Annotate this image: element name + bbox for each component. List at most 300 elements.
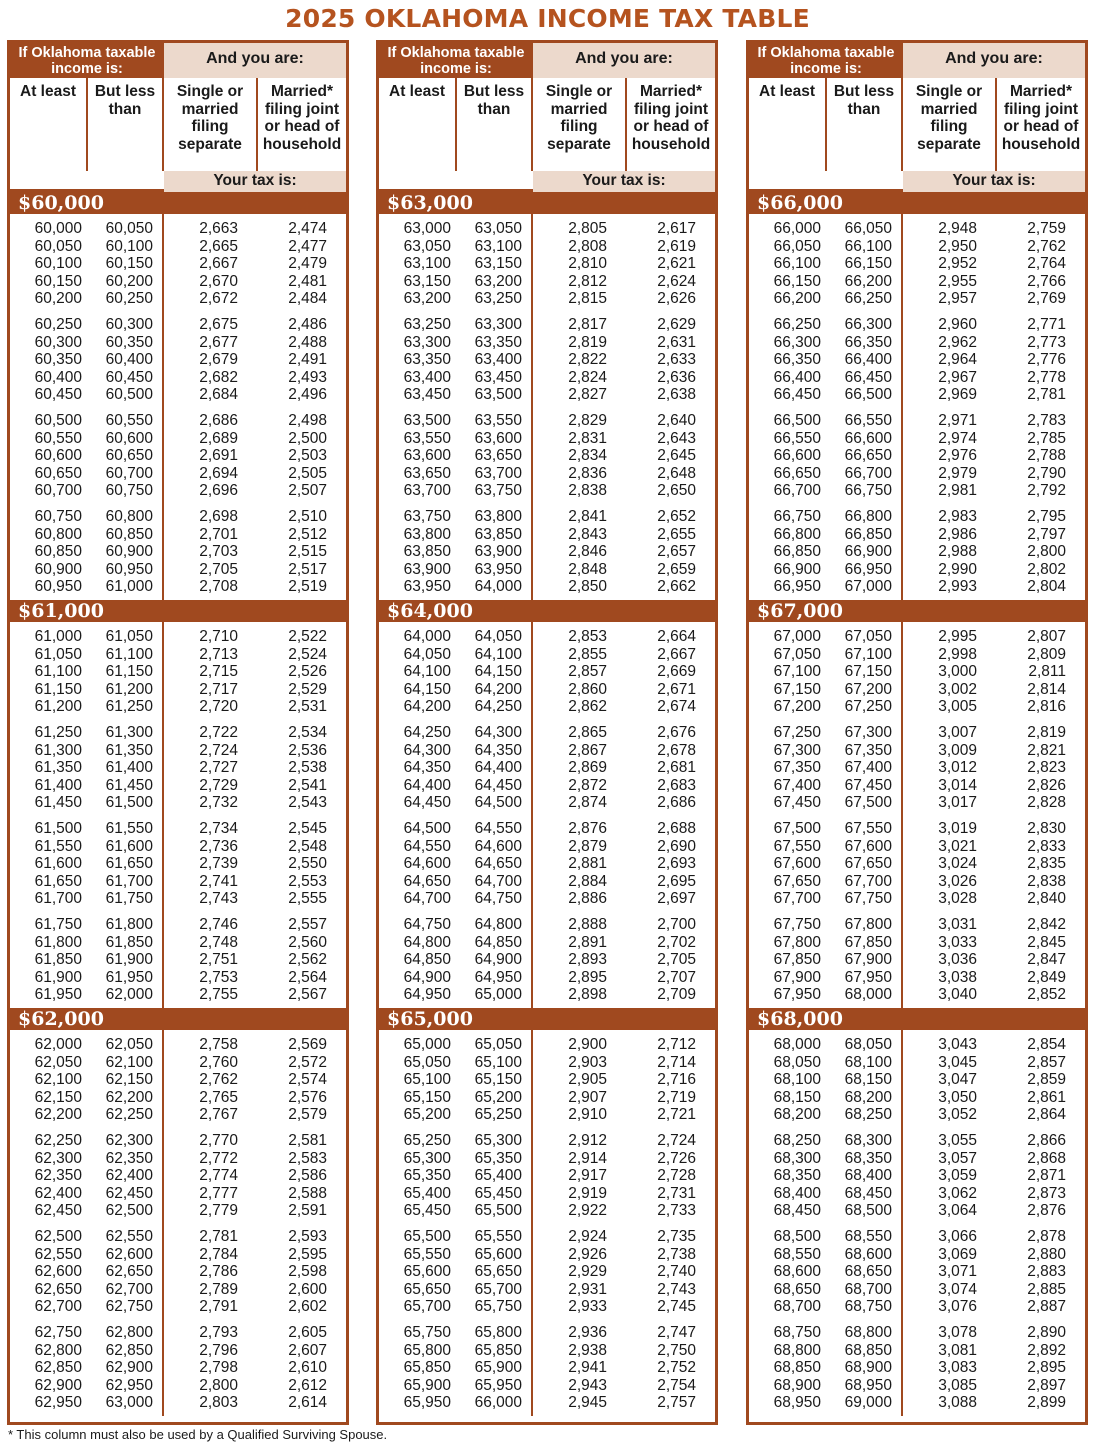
table-row xyxy=(749,1298,1085,1316)
section-body xyxy=(749,1030,1085,1416)
but-less-than-cell: 64,000 xyxy=(474,578,522,596)
row-group xyxy=(379,214,715,310)
married-tax-cell: 2,688 xyxy=(657,820,696,837)
at-least-cell: 64,200 xyxy=(403,698,451,716)
table-row xyxy=(749,1263,1085,1281)
but-less-than-cell: 62,300 xyxy=(105,1132,153,1149)
married-tax-cell: 2,695 xyxy=(657,872,696,890)
but-less-than-cell: 62,700 xyxy=(105,1280,153,1298)
but-less-than-cell: 68,000 xyxy=(844,986,892,1004)
if-income-heading: If Oklahoma taxable income is: xyxy=(10,43,164,78)
table-row xyxy=(749,1071,1085,1089)
single-tax-cell: 2,784 xyxy=(199,1245,238,1263)
single-tax-cell: 2,936 xyxy=(568,1324,607,1341)
at-least-cell: 66,200 xyxy=(773,290,821,308)
married-tax-cell: 2,560 xyxy=(288,933,327,951)
single-tax-cell: 2,824 xyxy=(568,368,607,386)
but-less-than-cell: 61,350 xyxy=(105,741,153,759)
but-less-than-cell: 61,950 xyxy=(105,968,153,986)
single-tax-cell: 2,812 xyxy=(568,272,607,290)
at-least-cell: 61,450 xyxy=(34,794,82,812)
column-divider xyxy=(162,1030,164,1416)
single-tax-cell: 2,952 xyxy=(938,255,977,273)
married-tax-cell: 2,707 xyxy=(657,968,696,986)
table-row xyxy=(379,742,715,760)
married-tax-cell: 2,878 xyxy=(1027,1228,1066,1245)
table-row xyxy=(749,855,1085,873)
single-tax-cell: 3,064 xyxy=(938,1202,977,1220)
married-tax-cell: 2,743 xyxy=(657,1280,696,1298)
single-tax-cell: 2,836 xyxy=(568,464,607,482)
married-tax-cell: 2,814 xyxy=(1027,680,1066,698)
at-least-cell: 63,650 xyxy=(403,464,451,482)
but-less-than-cell: 61,500 xyxy=(105,794,153,812)
at-least-cell: 66,300 xyxy=(773,333,821,351)
but-less-than-cell: 61,250 xyxy=(105,698,153,716)
but-less-than-cell: 68,350 xyxy=(844,1149,892,1167)
but-less-than-cell: 61,100 xyxy=(105,645,153,663)
row-group xyxy=(10,1222,346,1318)
at-least-cell: 68,100 xyxy=(773,1071,821,1089)
at-least-cell: 66,650 xyxy=(773,464,821,482)
married-tax-cell: 2,764 xyxy=(1027,255,1066,273)
at-least-cell: 65,900 xyxy=(403,1376,451,1394)
table-row xyxy=(379,1228,715,1246)
but-less-than-heading: But less than xyxy=(457,78,533,171)
at-least-cell: 65,200 xyxy=(403,1106,451,1124)
at-least-cell: 65,950 xyxy=(403,1394,451,1412)
table-row xyxy=(749,663,1085,681)
row-group xyxy=(749,814,1085,910)
single-tax-cell: 2,819 xyxy=(568,333,607,351)
table-row xyxy=(749,1394,1085,1412)
but-less-than-cell: 65,900 xyxy=(474,1359,522,1377)
table-row xyxy=(749,1342,1085,1360)
single-tax-cell: 2,924 xyxy=(568,1228,607,1245)
at-least-cell: 62,050 xyxy=(34,1053,82,1071)
married-tax-cell: 2,648 xyxy=(657,464,696,482)
married-tax-cell: 2,766 xyxy=(1027,272,1066,290)
at-least-cell: 63,250 xyxy=(403,316,451,333)
at-least-cell: 60,050 xyxy=(34,237,82,255)
single-tax-cell: 2,684 xyxy=(199,386,238,404)
but-less-than-cell: 67,300 xyxy=(844,724,892,741)
at-least-cell: 60,150 xyxy=(34,272,82,290)
married-tax-cell: 2,792 xyxy=(1027,482,1066,500)
but-less-than-cell: 62,200 xyxy=(105,1088,153,1106)
at-least-cell: 63,350 xyxy=(403,351,451,369)
row-group xyxy=(10,718,346,814)
at-least-cell: 62,550 xyxy=(34,1245,82,1263)
married-tax-cell: 2,595 xyxy=(288,1245,327,1263)
table-row xyxy=(379,916,715,934)
single-tax-cell: 2,663 xyxy=(199,220,238,237)
at-least-cell: 63,850 xyxy=(403,543,451,561)
but-less-than-cell: 63,100 xyxy=(474,237,522,255)
header-spacer xyxy=(749,171,903,192)
but-less-than-cell: 63,000 xyxy=(105,1394,153,1412)
married-tax-cell: 2,477 xyxy=(288,237,327,255)
at-least-cell: 65,800 xyxy=(403,1341,451,1359)
single-tax-cell: 2,905 xyxy=(568,1071,607,1089)
single-tax-cell: 2,796 xyxy=(199,1341,238,1359)
married-tax-cell: 2,562 xyxy=(288,951,327,969)
section-band: $63,000 xyxy=(379,192,715,214)
but-less-than-cell: 67,350 xyxy=(844,741,892,759)
but-less-than-cell: 60,500 xyxy=(105,386,153,404)
at-least-cell: 62,850 xyxy=(34,1359,82,1377)
married-tax-cell: 2,731 xyxy=(657,1184,696,1202)
at-least-cell: 63,750 xyxy=(403,508,451,525)
at-least-cell: 66,950 xyxy=(773,578,821,596)
at-least-cell: 66,100 xyxy=(773,255,821,273)
married-tax-cell: 2,686 xyxy=(657,794,696,812)
table-row xyxy=(10,742,346,760)
married-tax-cell: 2,864 xyxy=(1027,1106,1066,1124)
single-tax-cell: 2,910 xyxy=(568,1106,607,1124)
table-row xyxy=(10,412,346,430)
table-row xyxy=(749,526,1085,544)
married-tax-cell: 2,500 xyxy=(288,429,327,447)
but-less-than-cell: 64,100 xyxy=(474,645,522,663)
at-least-cell: 63,700 xyxy=(403,482,451,500)
at-least-cell: 61,500 xyxy=(34,820,82,837)
at-least-cell: 61,050 xyxy=(34,645,82,663)
at-least-cell: 62,200 xyxy=(34,1106,82,1124)
but-less-than-cell: 68,500 xyxy=(844,1202,892,1220)
married-tax-cell: 2,809 xyxy=(1027,645,1066,663)
section-body xyxy=(379,214,715,600)
but-less-than-cell: 68,850 xyxy=(844,1341,892,1359)
single-heading: Single or married filing separate xyxy=(903,78,997,171)
married-tax-cell: 2,781 xyxy=(1027,386,1066,404)
but-less-than-cell: 60,650 xyxy=(105,447,153,465)
single-tax-cell: 2,969 xyxy=(938,386,977,404)
at-least-cell: 66,700 xyxy=(773,482,821,500)
but-less-than-cell: 60,200 xyxy=(105,272,153,290)
at-least-cell: 62,900 xyxy=(34,1376,82,1394)
at-least-cell: 62,150 xyxy=(34,1088,82,1106)
table-row xyxy=(10,316,346,334)
table-row xyxy=(10,1071,346,1089)
single-tax-cell: 2,945 xyxy=(568,1394,607,1412)
married-tax-cell: 2,733 xyxy=(657,1202,696,1220)
but-less-than-cell: 63,800 xyxy=(474,508,522,525)
at-least-cell: 64,900 xyxy=(403,968,451,986)
married-tax-cell: 2,671 xyxy=(657,680,696,698)
single-tax-cell: 2,755 xyxy=(199,986,238,1004)
married-tax-cell: 2,697 xyxy=(657,890,696,908)
table-row xyxy=(10,890,346,908)
table-row xyxy=(379,273,715,291)
single-tax-cell: 2,777 xyxy=(199,1184,238,1202)
table-row xyxy=(379,430,715,448)
table-row xyxy=(10,969,346,987)
married-tax-cell: 2,576 xyxy=(288,1088,327,1106)
table-row xyxy=(379,290,715,308)
but-less-than-cell: 60,150 xyxy=(105,255,153,273)
table-row xyxy=(379,724,715,742)
single-tax-cell: 2,694 xyxy=(199,464,238,482)
table-row xyxy=(749,1377,1085,1395)
table-row xyxy=(749,1281,1085,1299)
married-tax-cell: 2,716 xyxy=(657,1071,696,1089)
single-tax-cell: 2,746 xyxy=(199,916,238,933)
married-heading: Married* filing joint or head of household xyxy=(631,83,711,153)
but-less-than-cell: 63,350 xyxy=(474,333,522,351)
table-row xyxy=(749,1246,1085,1264)
table-row xyxy=(749,334,1085,352)
but-less-than-cell: 66,750 xyxy=(844,482,892,500)
section-band: $64,000 xyxy=(379,600,715,622)
and-you-are-heading: And you are: xyxy=(903,43,1085,78)
but-less-than-cell: 62,050 xyxy=(105,1036,153,1053)
but-less-than-cell: 67,600 xyxy=(844,837,892,855)
married-tax-cell: 2,852 xyxy=(1027,986,1066,1004)
single-tax-cell: 3,033 xyxy=(938,933,977,951)
row-group xyxy=(10,406,346,502)
at-least-cell: 64,100 xyxy=(403,663,451,681)
single-tax-cell: 3,055 xyxy=(938,1132,977,1149)
but-less-than-cell: 66,000 xyxy=(474,1394,522,1412)
at-least-cell: 61,000 xyxy=(34,628,82,645)
single-tax-cell: 2,701 xyxy=(199,525,238,543)
at-least-cell: 65,500 xyxy=(403,1228,451,1245)
single-tax-cell: 2,810 xyxy=(568,255,607,273)
table-header xyxy=(749,43,1085,192)
married-tax-cell: 2,804 xyxy=(1027,578,1066,596)
table-row xyxy=(379,934,715,952)
married-tax-cell: 2,581 xyxy=(288,1132,327,1149)
single-tax-cell: 2,675 xyxy=(199,316,238,333)
single-tax-cell: 3,081 xyxy=(938,1341,977,1359)
but-less-than-cell: 64,950 xyxy=(474,968,522,986)
row-group xyxy=(749,310,1085,406)
married-tax-cell: 2,795 xyxy=(1027,508,1066,525)
but-less-than-cell: 62,250 xyxy=(105,1106,153,1124)
at-least-cell: 65,600 xyxy=(403,1263,451,1281)
at-least-cell: 67,050 xyxy=(773,645,821,663)
column-divider xyxy=(901,622,903,1008)
at-least-cell: 67,000 xyxy=(773,628,821,645)
table-row xyxy=(749,681,1085,699)
table-row xyxy=(749,890,1085,908)
single-tax-cell: 3,074 xyxy=(938,1280,977,1298)
but-less-than-cell: 67,850 xyxy=(844,933,892,951)
table-row xyxy=(379,526,715,544)
but-less-than-cell: 60,550 xyxy=(105,412,153,429)
single-tax-cell: 2,743 xyxy=(199,890,238,908)
married-tax-cell: 2,652 xyxy=(657,508,696,525)
at-least-cell: 68,200 xyxy=(773,1106,821,1124)
table-row xyxy=(379,969,715,987)
tax-table-column-3 xyxy=(746,40,1088,1425)
at-least-cell: 61,100 xyxy=(34,663,82,681)
table-row xyxy=(379,1089,715,1107)
table-row xyxy=(379,1036,715,1054)
section-band: $65,000 xyxy=(379,1008,715,1030)
table-row xyxy=(749,290,1085,308)
married-tax-cell: 2,802 xyxy=(1027,560,1066,578)
but-less-than-cell: 62,000 xyxy=(105,986,153,1004)
table-row xyxy=(10,1342,346,1360)
married-tax-cell: 2,816 xyxy=(1027,698,1066,716)
table-row xyxy=(749,412,1085,430)
single-tax-cell: 2,979 xyxy=(938,464,977,482)
table-row xyxy=(10,1089,346,1107)
table-row xyxy=(379,777,715,795)
but-less-than-cell: 64,050 xyxy=(474,628,522,645)
but-less-than-cell: 66,300 xyxy=(844,316,892,333)
at-least-cell: 67,900 xyxy=(773,968,821,986)
row-group xyxy=(749,1318,1085,1414)
married-tax-cell: 2,553 xyxy=(288,872,327,890)
single-tax-cell: 2,686 xyxy=(199,412,238,429)
single-tax-cell: 3,071 xyxy=(938,1263,977,1281)
single-tax-cell: 2,990 xyxy=(938,560,977,578)
single-tax-cell: 2,672 xyxy=(199,290,238,308)
but-less-than-cell: 63,300 xyxy=(474,316,522,333)
table-row xyxy=(10,543,346,561)
married-tax-cell: 2,821 xyxy=(1027,741,1066,759)
at-least-cell: 66,550 xyxy=(773,429,821,447)
married-tax-cell: 2,762 xyxy=(1027,237,1066,255)
header-spacer xyxy=(10,171,164,192)
but-less-than-cell: 66,850 xyxy=(844,525,892,543)
table-row xyxy=(10,986,346,1004)
but-less-than-cell: 65,200 xyxy=(474,1088,522,1106)
at-least-cell: 66,600 xyxy=(773,447,821,465)
table-row xyxy=(379,369,715,387)
table-row xyxy=(379,1071,715,1089)
at-least-cell: 67,650 xyxy=(773,872,821,890)
table-row xyxy=(749,1132,1085,1150)
single-tax-cell: 2,715 xyxy=(199,663,238,681)
single-tax-cell: 2,710 xyxy=(199,628,238,645)
but-less-than-cell: 68,250 xyxy=(844,1106,892,1124)
but-less-than-cell: 65,400 xyxy=(474,1167,522,1185)
married-tax-cell: 2,759 xyxy=(1027,220,1066,237)
single-tax-cell: 2,993 xyxy=(938,578,977,596)
but-less-than-cell: 63,700 xyxy=(474,464,522,482)
single-tax-cell: 2,943 xyxy=(568,1376,607,1394)
but-less-than-cell: 60,450 xyxy=(105,368,153,386)
single-tax-cell: 2,995 xyxy=(938,628,977,645)
single-tax-cell: 2,717 xyxy=(199,680,238,698)
but-less-than-cell: 65,450 xyxy=(474,1184,522,1202)
at-least-cell: 68,250 xyxy=(773,1132,821,1149)
married-tax-cell: 2,550 xyxy=(288,855,327,873)
table-row xyxy=(379,561,715,579)
single-tax-cell: 3,038 xyxy=(938,968,977,986)
married-tax-cell: 2,712 xyxy=(657,1036,696,1053)
married-tax-cell: 2,598 xyxy=(288,1263,327,1281)
at-least-cell: 64,700 xyxy=(403,890,451,908)
married-tax-cell: 2,572 xyxy=(288,1053,327,1071)
at-least-cell: 67,400 xyxy=(773,776,821,794)
married-tax-cell: 2,897 xyxy=(1027,1376,1066,1394)
at-least-cell: 66,800 xyxy=(773,525,821,543)
married-tax-cell: 2,503 xyxy=(288,447,327,465)
married-tax-cell: 2,548 xyxy=(288,837,327,855)
column-divider xyxy=(531,622,533,1008)
married-tax-cell: 2,823 xyxy=(1027,759,1066,777)
at-least-cell: 66,250 xyxy=(773,316,821,333)
table-row xyxy=(10,508,346,526)
but-less-than-cell: 67,500 xyxy=(844,794,892,812)
table-row xyxy=(10,1106,346,1124)
married-tax-cell: 2,674 xyxy=(657,698,696,716)
at-least-cell: 65,550 xyxy=(403,1245,451,1263)
married-tax-cell: 2,496 xyxy=(288,386,327,404)
married-tax-cell: 2,757 xyxy=(657,1394,696,1412)
single-tax-cell: 2,960 xyxy=(938,316,977,333)
single-tax-cell: 3,062 xyxy=(938,1184,977,1202)
row-group xyxy=(749,406,1085,502)
but-less-than-cell: 67,950 xyxy=(844,968,892,986)
table-row xyxy=(379,1167,715,1185)
table-row xyxy=(749,951,1085,969)
single-tax-cell: 2,926 xyxy=(568,1245,607,1263)
but-less-than-cell: 64,650 xyxy=(474,855,522,873)
but-less-than-cell: 63,400 xyxy=(474,351,522,369)
section-band: $66,000 xyxy=(749,192,1085,214)
married-tax-cell: 2,693 xyxy=(657,855,696,873)
married-tax-cell: 2,840 xyxy=(1027,890,1066,908)
at-least-cell: 68,050 xyxy=(773,1053,821,1071)
but-less-than-cell: 63,050 xyxy=(474,220,522,237)
table-row xyxy=(10,1263,346,1281)
table-row xyxy=(749,1359,1085,1377)
at-least-cell: 60,600 xyxy=(34,447,82,465)
married-tax-cell: 2,807 xyxy=(1027,628,1066,645)
married-tax-cell: 2,876 xyxy=(1027,1202,1066,1220)
page-title: 2025 OKLAHOMA INCOME TAX TABLE xyxy=(285,4,810,33)
married-tax-cell: 2,871 xyxy=(1027,1167,1066,1185)
table-row xyxy=(749,1202,1085,1220)
but-less-than-cell: 63,200 xyxy=(474,272,522,290)
at-least-cell: 61,850 xyxy=(34,951,82,969)
table-row xyxy=(10,238,346,256)
single-tax-cell: 2,874 xyxy=(568,794,607,812)
at-least-cell: 63,400 xyxy=(403,368,451,386)
single-tax-cell: 2,867 xyxy=(568,741,607,759)
single-tax-cell: 2,838 xyxy=(568,482,607,500)
table-row xyxy=(379,663,715,681)
table-row xyxy=(749,698,1085,716)
single-tax-cell: 2,933 xyxy=(568,1298,607,1316)
single-tax-cell: 2,708 xyxy=(199,578,238,596)
at-least-cell: 66,850 xyxy=(773,543,821,561)
table-row xyxy=(379,316,715,334)
row-group xyxy=(10,502,346,598)
single-tax-cell: 3,047 xyxy=(938,1071,977,1089)
but-less-than-cell: 64,150 xyxy=(474,663,522,681)
at-least-cell: 68,900 xyxy=(773,1376,821,1394)
table-row xyxy=(379,628,715,646)
section-body xyxy=(10,1030,346,1416)
married-tax-cell: 2,866 xyxy=(1027,1132,1066,1149)
row-group xyxy=(749,1126,1085,1222)
but-less-than-cell: 68,950 xyxy=(844,1376,892,1394)
single-tax-cell: 2,772 xyxy=(199,1149,238,1167)
table-row xyxy=(749,273,1085,291)
married-tax-cell: 2,486 xyxy=(288,316,327,333)
married-tax-cell: 2,586 xyxy=(288,1167,327,1185)
but-less-than-cell: 66,400 xyxy=(844,351,892,369)
at-least-cell: 61,950 xyxy=(34,986,82,1004)
at-least-cell: 67,750 xyxy=(773,916,821,933)
